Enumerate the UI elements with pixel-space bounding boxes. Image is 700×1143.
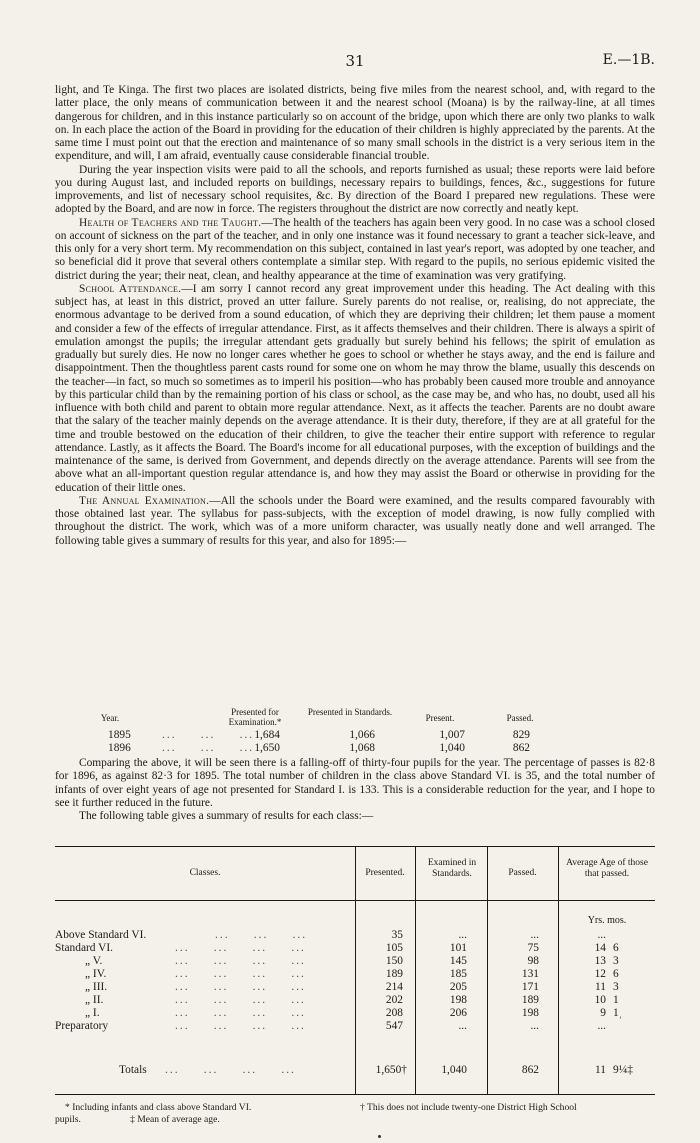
leader-dots: ... ... ... ... [175, 942, 306, 954]
leader-dots: ... ... ... ... [165, 1064, 296, 1076]
passed-cell: 75 [527, 942, 539, 954]
class-label: Standard VI. [55, 942, 113, 954]
age-months-total: 9¼‡ [613, 1064, 633, 1076]
table-row [55, 981, 655, 994]
paragraph-text: —The health of the teachers has again been very good. In no case was a school closed on account of sickness on the part of the teacher, and in only one instance was it found necessary to grant a teacher sick-leave, and this only for a very short term. My recommendation on this subject, contained in last year's report, was adopted by one teacher, and so beneficial did it prove that several others contemplate a similar step. With regard to the pupils, no serious epidemic visited the district during the year; their neat, clean, and healthy appearance at the time of examination was very gratifying. [55, 216, 655, 282]
leader-dots: ... ... ... ... [175, 981, 306, 993]
col-header-presented-exam: Presented for Examination.* [228, 707, 282, 727]
leader-dots: ... ... ... [162, 742, 255, 754]
leader-dots: ... ... ... ... [175, 1020, 306, 1032]
passed-cell: 171 [521, 981, 539, 993]
age-years-cell: 13 [594, 955, 606, 967]
age-years-cell: ... [597, 1020, 606, 1032]
leader-dots: ... ... ... ... [175, 994, 306, 1006]
body-text-continued [55, 757, 655, 823]
age-months-cell: 1ˌ [613, 1007, 623, 1019]
footnote-dagger: † This does not include twenty-one District High School [360, 1102, 577, 1113]
page-number: 31 [345, 52, 365, 70]
footnotes [55, 1102, 655, 1132]
passed-cell: ... [530, 1020, 539, 1032]
presented-total: 1,650† [375, 1064, 407, 1076]
presented-cell: 189 [385, 968, 403, 980]
leader-dots: ... ... ... [162, 729, 255, 741]
col-header-examined: Examined in Standards. [427, 858, 477, 879]
class-label: Above Standard VI. [55, 929, 147, 941]
table-row [55, 955, 655, 968]
class-label: „ II. [85, 994, 104, 1006]
passed-cell: 131 [521, 968, 539, 980]
presented-cell: 150 [385, 955, 403, 967]
age-months-cell: 3 [613, 981, 619, 993]
presented-cell: 214 [385, 981, 403, 993]
totals-label: Totals [119, 1064, 147, 1076]
passed-cell: 98 [527, 955, 539, 967]
presented-cell: 208 [385, 1007, 403, 1019]
year-cell: 1895 [108, 729, 131, 741]
table-row [55, 929, 655, 942]
passed-total: 862 [521, 1064, 539, 1076]
document-reference: E.—1B. [602, 52, 655, 68]
age-years-total: 11 [595, 1064, 606, 1076]
passed-cell: 862 [512, 742, 530, 754]
present-cell: 1,040 [439, 742, 465, 754]
class-label: „ III. [85, 981, 108, 993]
paragraph: Comparing the above, it will be seen there is a falling-off of thirty-four pupils for the year. The percentage of passes is 82·8 for 1896, as against 82·3 for 1895. The total number of children in the class above Standard VI. is 35, and the total number of infants of over eight years of age not presented for Standard I. is 133. This is a considerable reduction for the year, and I hope to see it further reduced in the future. [55, 757, 655, 809]
paragraph [55, 495, 655, 548]
col-header-classes: Classes. [189, 868, 221, 878]
col-header-present: Present. [425, 713, 455, 723]
paragraph [55, 217, 655, 283]
totals-row [55, 1064, 655, 1077]
age-months-cell: 6 [613, 942, 619, 954]
footnote-star: * Including infants and class above Standard VI. [65, 1102, 252, 1113]
passed-cell: 829 [512, 729, 530, 741]
leader-dots: ... ... ... [215, 929, 308, 941]
examined-total: 1,040 [441, 1064, 467, 1076]
examined-cell: 205 [449, 981, 467, 993]
examined-cell: ... [458, 1020, 467, 1032]
paragraph: The following table gives a summary of results for each class:— [79, 810, 374, 822]
leader-dots: ... ... ... ... [175, 1007, 306, 1019]
col-header-year: Year. [100, 713, 120, 723]
col-header-passed: Passed. [506, 713, 534, 723]
presented-cell: 202 [385, 994, 403, 1006]
age-years-cell: 14 [594, 942, 606, 954]
table-row [55, 1020, 655, 1033]
year-cell: 1896 [108, 742, 131, 754]
section-heading: School Attendance. [79, 282, 182, 295]
presented-std-cell: 1,066 [349, 729, 375, 741]
examined-cell: 185 [449, 968, 467, 980]
print-speck [378, 1135, 381, 1138]
present-cell: 1,007 [439, 729, 465, 741]
col-header-passed: Passed. [508, 868, 537, 878]
footnote-continuation: pupils. [55, 1114, 81, 1125]
body-text [55, 84, 655, 548]
class-label: Preparatory [55, 1020, 109, 1032]
age-years-cell: ... [597, 929, 606, 941]
footnote-double-dagger: ‡ Mean of average age. [130, 1114, 220, 1125]
class-label: „ V. [85, 955, 103, 967]
age-months-cell: 6 [613, 968, 619, 980]
paragraph: light, and Te Kinga. The first two places are isolated districts, being five miles from the nearest school, and, with regard to the latter place, the only means of communication between it and the nearest school (Moana) is by the railway-line, at all times dangerous for children, and in this instance particularly so on account of the bridge, upon which there are only two planks to walk on. In each place the action of the Board in providing for the education of their children is highly appreciated by the parents. At the same time I must point out that the erection and maintenance of so many small schools in the district is a very serious item in the expenditure, and will, I am afraid, eventually cause considerable financial trouble. [55, 84, 655, 163]
presented-cell: 35 [391, 929, 403, 941]
passed-cell: 189 [521, 994, 539, 1006]
paragraph-text: —I am sorry I cannot record any great improvement under this heading. The Act dealing with this subject has, at least in this district, proved an utter failure. Surely parents do not realise, or, realising, do not appreciate, the enormous advantage to be derived from a sound education, of which they are depriving their children; let them pause a moment and consider a few of the effects of irregular attendance. First, as it affects themselves and their children. There is always a spirit of emulation amongst the pupils; the irregular attendant gets gradually but surely behind his fellows; the spirit of emulation as gradually but surely dies. He now no longer cares whether he goes to school or whether he stays away, and the end is failure and disappointment. Then the thoughtless parent casts round for some one on whom he may throw the blame, usually this descends on the teacher—in fact, so much so sometimes as to imperil his position—who has probably been caused more trouble and annoyance by this particular child than by the remaining portion of his class or school, as the case may be, and who has, no doubt, used all his influence with both child and parent to obtain more regular attendance. Next, as it affects the teacher. Parents are no doubt aware that the salary of the teacher mainly depends on the average attendance. It is their duty, therefore, if they are at all grateful for the time and trouble bestowed on the education of their children, to give the teacher their entire support with reference to regular attendance. Lastly, as it affects the Board. The Board's income for all educational purposes, with the exception of buildings and the maintenance of the same, is derived from Government, and depends directly on the average attendance. Parents will see from the above what an all-important question regular attendance is, and how they may assist the Board or otherwise in providing for the education of their little ones. [55, 282, 655, 494]
page-header [55, 52, 655, 72]
table-row [55, 1007, 655, 1020]
age-years-cell: 10 [594, 994, 606, 1006]
presented-exam-cell: 1,684 [254, 729, 280, 741]
paragraph: During the year inspection visits were paid to all the schools, and reports furnished as usual; these reports were laid before you during August last, and included reports on buildings, necessary repairs to buildings, fences, &c., suggestions for future improvements, and list of necessary school requisites, &c. By direction of the Board I prepared new regulations. These were adopted by the Board, and are now in force. The registers throughout the district are now correctly and neatly kept. [55, 163, 655, 216]
leader-dots: ... ... ... ... [175, 968, 306, 980]
presented-cell: 105 [385, 942, 403, 954]
table-row [55, 994, 655, 1007]
examined-cell: 206 [449, 1007, 467, 1019]
passed-cell: 198 [521, 1007, 539, 1019]
presented-cell: 547 [385, 1020, 403, 1032]
col-header-average-age: Average Age of those that passed. [566, 858, 648, 879]
col-header-presented: Presented. [365, 868, 405, 878]
age-years-cell: 9 [600, 1007, 606, 1019]
examined-cell: 101 [449, 942, 467, 954]
class-label: „ IV. [85, 968, 107, 980]
col-header-presented-std: Presented in Standards. [307, 707, 393, 717]
age-years-cell: 11 [595, 981, 606, 993]
passed-cell: ... [530, 929, 539, 941]
age-years-cell: 12 [594, 968, 606, 980]
examined-cell: 145 [449, 955, 467, 967]
examined-cell: 198 [449, 994, 467, 1006]
age-months-cell: 3 [613, 955, 619, 967]
section-heading: The Annual Examination. [79, 494, 210, 507]
presented-std-cell: 1,068 [349, 742, 375, 754]
section-heading: Health of Teachers and the Taught. [79, 216, 262, 229]
age-units: Yrs. mos. [587, 915, 627, 926]
paragraph [55, 283, 655, 495]
age-months-cell: 1 [613, 994, 619, 1006]
table-bottom-rule [55, 1094, 655, 1095]
presented-exam-cell: 1,650 [254, 742, 280, 754]
leader-dots: ... ... ... ... [175, 955, 306, 967]
table-row [55, 968, 655, 981]
paragraph-text: —All the schools under the Board were examined, and the results compared favourably with those obtained last year. The syllabus for pass-subjects, with the exception of model drawing, is now fully complied with throughout the district. The work, which was of a more uniform character, was usually neatly done and well arranged. The following table gives a summary of results for this year, and also for 1895:— [55, 494, 655, 547]
class-label: „ I. [85, 1007, 100, 1019]
table-row [55, 942, 655, 955]
examined-cell: ... [458, 929, 467, 941]
